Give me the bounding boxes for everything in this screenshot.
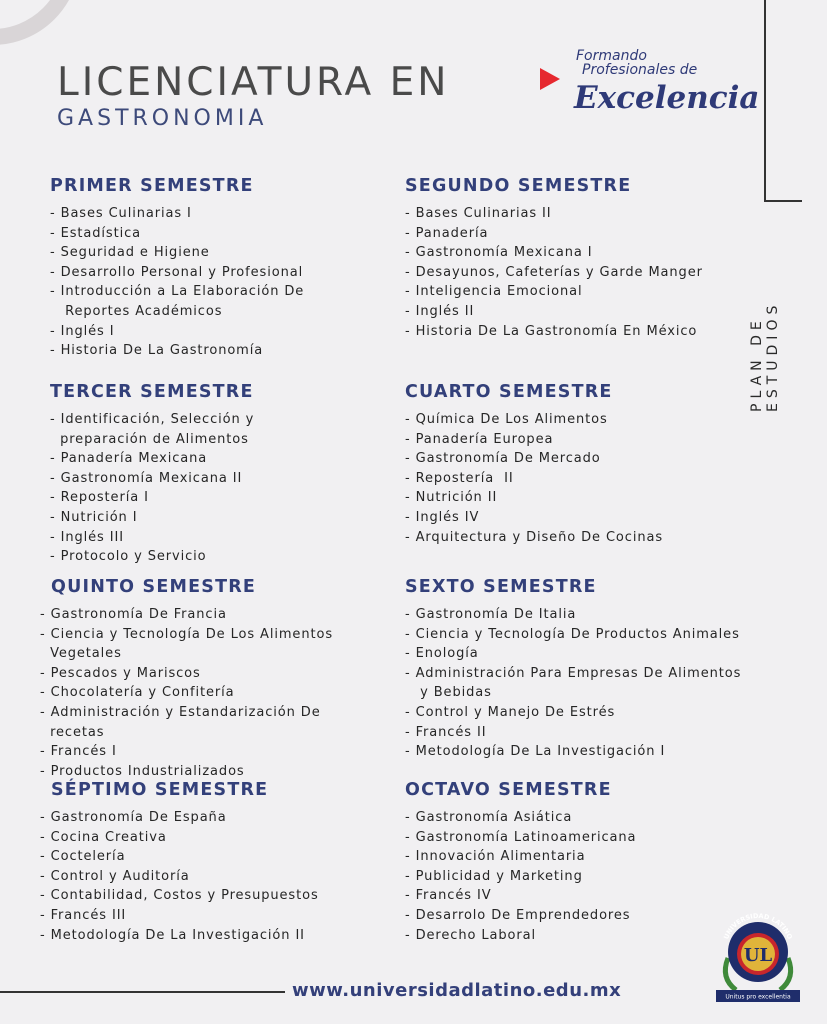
course-item: - Contabilidad, Costos y Presupuestos xyxy=(40,888,319,904)
course-list xyxy=(50,410,410,567)
page-title: LICENCIATURA EN xyxy=(57,60,450,105)
course-item: - Control y Auditoría xyxy=(40,868,190,884)
plan-de-estudios-label: PLAN DE ESTUDIOS xyxy=(749,300,781,412)
course-item: - Metodología De La Investigación II xyxy=(40,927,305,943)
course-item: - Química De Los Alimentos xyxy=(405,412,608,427)
course-item: recetas xyxy=(40,724,105,740)
semester-block-1 xyxy=(50,176,410,361)
course-item: - Publicidad y Marketing xyxy=(405,868,583,884)
course-item: - Seguridad e Higiene xyxy=(50,245,210,261)
decorative-ring xyxy=(0,0,80,45)
course-item: - Historia De La Gastronomía En México xyxy=(405,323,698,339)
horizontal-divider xyxy=(764,200,802,202)
semester-block-4 xyxy=(405,382,765,547)
course-item: - Inglés I xyxy=(50,323,115,339)
course-item: - Protocolo y Servicio xyxy=(50,549,207,565)
course-item: preparación de Alimentos xyxy=(50,431,249,447)
course-item: - Gastronomía De Mercado xyxy=(405,451,601,467)
course-item: - Pescados y Mariscos xyxy=(40,665,201,681)
semester-block-8 xyxy=(405,780,765,945)
course-item: - Coctelería xyxy=(40,849,126,865)
page-subtitle: GASTRONOMIA xyxy=(57,106,268,131)
course-item: - Inteligencia Emocional xyxy=(405,284,583,300)
semester-block-3 xyxy=(50,382,410,567)
course-item: y Bebidas xyxy=(405,685,492,701)
semester-title: QUINTO SEMESTRE xyxy=(51,577,257,597)
course-item: - Metodología De La Investigación I xyxy=(405,744,666,760)
course-item: - Administración Para Empresas De Alimentos xyxy=(405,665,742,681)
course-list xyxy=(40,605,400,781)
semester-title: SÉPTIMO SEMESTRE xyxy=(51,780,269,800)
course-item: - Identificación, Selección y xyxy=(50,412,255,427)
slogan-line-2: Profesionales de xyxy=(582,62,698,78)
course-item: - Derecho Laboral xyxy=(405,927,536,943)
course-item: - Panadería Mexicana xyxy=(50,451,208,467)
course-list xyxy=(405,410,765,547)
course-item: - Nutrición II xyxy=(405,490,498,506)
slogan-line-1: Formando xyxy=(576,48,647,64)
course-list xyxy=(405,605,805,762)
course-item: - Repostería I xyxy=(50,490,149,506)
course-item: - Innovación Alimentaria xyxy=(405,849,586,865)
course-item: - Ciencia y Tecnología De Los Alimentos xyxy=(40,626,333,642)
course-list xyxy=(405,204,765,341)
course-item: - Bases Culinarias II xyxy=(405,206,552,221)
course-item: - Inglés II xyxy=(405,303,475,319)
course-item: - Panadería Europea xyxy=(405,431,554,447)
course-item: - Estadística xyxy=(50,225,142,241)
course-item: - Gastronomía De Francia xyxy=(40,607,227,622)
slogan-text xyxy=(576,49,697,77)
course-item: - Gastronomía De España xyxy=(40,810,227,825)
semester-block-2 xyxy=(405,176,765,341)
course-list xyxy=(50,204,410,361)
seal-arc-text: UNIVERSIDAD LATINO xyxy=(722,911,794,941)
course-item: - Francés II xyxy=(405,724,487,740)
course-item: - Gastronomía Mexicana II xyxy=(50,470,243,486)
semester-title: PRIMER SEMESTRE xyxy=(50,176,254,196)
course-item: - Cocina Creativa xyxy=(40,829,167,845)
semester-block-5 xyxy=(40,577,400,781)
semester-title: OCTAVO SEMESTRE xyxy=(405,780,612,800)
course-item: - Desarrollo Personal y Profesional xyxy=(50,264,304,280)
course-item: - Francés IV xyxy=(405,888,492,904)
course-list xyxy=(405,808,765,945)
seal-motto: Unitus pro excellentia xyxy=(725,993,791,1001)
course-item: - Ciencia y Tecnología De Productos Animales xyxy=(405,626,740,642)
course-item: - Francés I xyxy=(40,744,117,760)
course-item: - Repostería II xyxy=(405,470,514,486)
semester-title: CUARTO SEMESTRE xyxy=(405,382,613,402)
course-item: - Desarrolo De Emprendedores xyxy=(405,907,631,923)
play-arrow-icon xyxy=(540,68,560,90)
course-item: - Inglés IV xyxy=(405,509,480,525)
university-seal-logo xyxy=(714,906,802,1004)
course-item: - Gastronomía Latinoamericana xyxy=(405,829,637,845)
course-item: - Administración y Estandarización De xyxy=(40,704,321,720)
course-item: - Bases Culinarias I xyxy=(50,206,192,221)
url-divider xyxy=(0,991,285,993)
course-item: - Gastronomía De Italia xyxy=(405,607,577,622)
course-item: - Nutrición I xyxy=(50,509,138,525)
course-item: - Francés III xyxy=(40,907,127,923)
course-item: Reportes Académicos xyxy=(50,303,223,319)
course-item: - Productos Industrializados xyxy=(40,763,245,779)
vertical-divider xyxy=(764,0,766,202)
course-item: - Control y Manejo De Estrés xyxy=(405,704,616,720)
course-item: - Enología xyxy=(405,646,479,662)
course-list xyxy=(40,808,400,945)
course-item: - Gastronomía Mexicana I xyxy=(405,245,593,261)
course-item: - Arquitectura y Diseño De Cocinas xyxy=(405,529,664,545)
course-item: - Inglés III xyxy=(50,529,124,545)
seal-initials: UL xyxy=(743,945,773,966)
course-item: - Panadería xyxy=(405,225,489,241)
semester-title: SEXTO SEMESTRE xyxy=(405,577,597,597)
website-link[interactable]: www.universidadlatino.edu.mx xyxy=(292,980,622,1001)
course-item: - Introducción a La Elaboración De xyxy=(50,284,305,300)
semester-title: TERCER SEMESTRE xyxy=(50,382,254,402)
semester-block-7 xyxy=(40,780,400,945)
course-item: - Gastronomía Asiática xyxy=(405,810,573,825)
course-item: - Chocolatería y Confitería xyxy=(40,685,235,701)
semester-title: SEGUNDO SEMESTRE xyxy=(405,176,632,196)
course-item: Vegetales xyxy=(40,646,122,662)
course-item: - Historia De La Gastronomía xyxy=(50,343,264,359)
course-item: - Desayunos, Cafeterías y Garde Manger xyxy=(405,264,703,280)
semester-block-6 xyxy=(405,577,805,762)
slogan-excelencia: Excelencia xyxy=(574,80,760,116)
